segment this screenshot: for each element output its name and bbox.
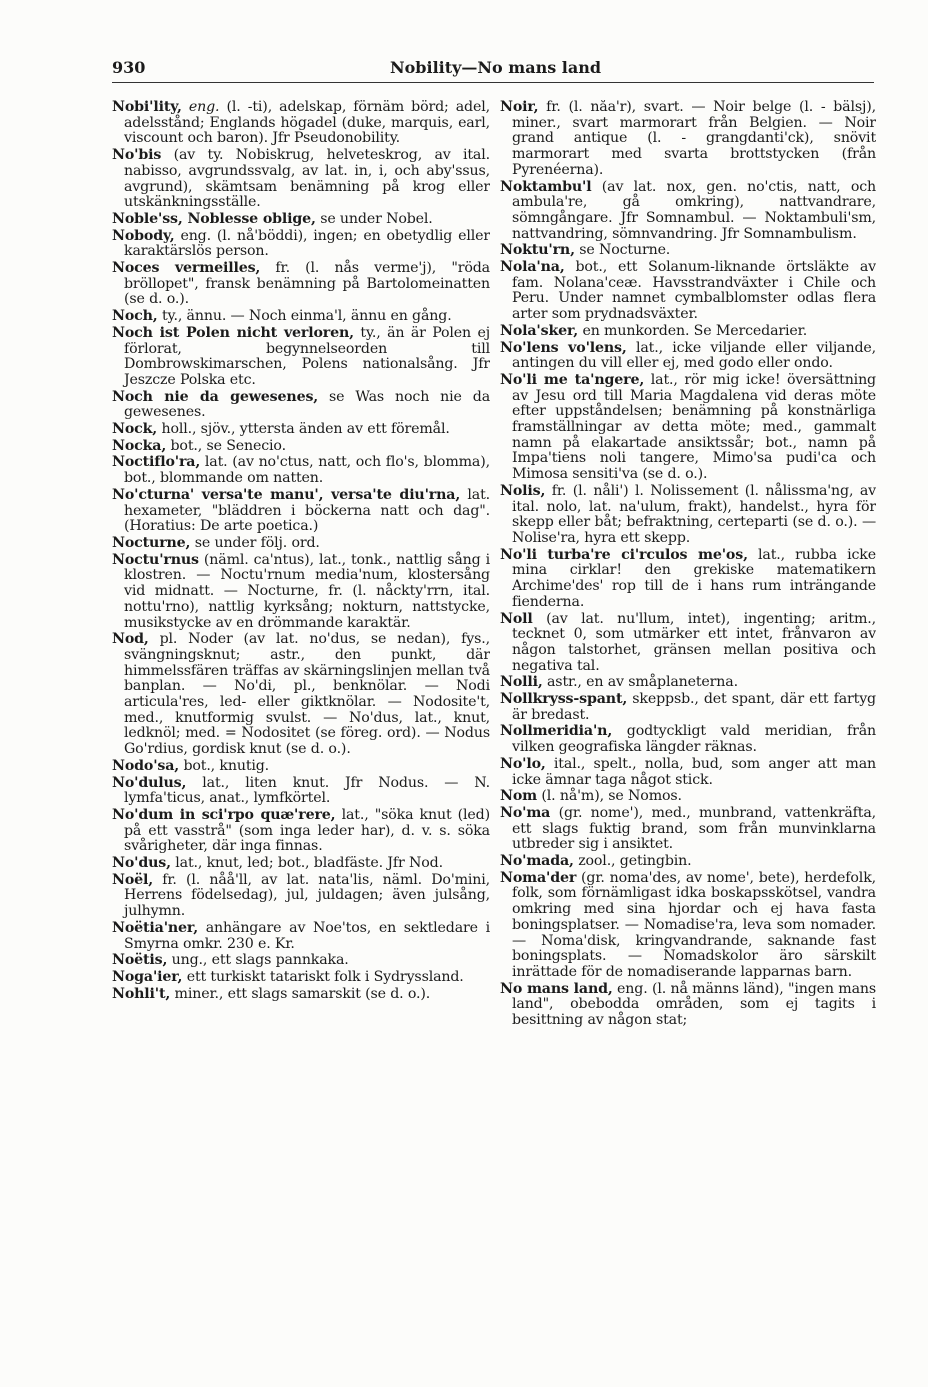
entry-headword: Noëtis,: [112, 952, 168, 969]
entry-definition: eng. (l. nå männs länd), "ingen mans land", obebodda områden, som ej tagits i besittning av någon stat;: [512, 980, 876, 1029]
entry-definition: (näml. ca'ntus), lat., tonk., nattlig sång i klostren. — Noctu'rnum media'num, klostersång vid midnatt. — Nocturne, fr. (l. nåckty'rrn, ital. nottu'rno), nattlig kyrksång; nokturn, nattstycke, musikstycke av en drömmande karaktär.: [124, 551, 490, 631]
entry-headword: Nollkryss-spant,: [500, 691, 628, 708]
entry-headword: No'dulus,: [112, 774, 187, 791]
dictionary-entry: [112, 212, 490, 228]
dictionary-entry: [112, 856, 490, 872]
entry-definition: ital., spelt., nolla, bud, som anger att man icke ämnar taga något stick.: [512, 755, 876, 788]
entry-language-label: eng.: [188, 100, 220, 115]
dictionary-entry: [112, 953, 490, 969]
entry-definition: lat. (av no'ctus, natt, och flo's, blomma), bot., blommande om natten.: [124, 454, 490, 487]
dictionary-entry: [500, 341, 876, 372]
dictionary-entry: [112, 759, 490, 775]
dictionary-entry: [500, 806, 876, 853]
entry-definition: anhängare av Noe'tos, en sektledare i Smyrna omkr. 230 e. Kr.: [124, 919, 490, 952]
entry-headword: Nohli't,: [112, 985, 171, 1002]
entry-definition: (av lat. nu'llum, intet), ingenting; aritm., tecknet 0, som utmärker ett intet, frånvaron av någon talstorhet, gränsen mellan positiva och negativa tal.: [512, 610, 876, 674]
dictionary-entry: [112, 326, 490, 389]
entry-definition: holl., sjöv., yttersta änden av ett föremål.: [157, 421, 450, 438]
header-rule: [112, 82, 874, 83]
dictionary-entry: [500, 757, 876, 788]
entry-definition: lat., rubba icke mina cirklar! den grekiske matematikern Archime'des' rop till de i hans rum inträngande fienderna.: [512, 546, 876, 610]
entry-headword: Nobody,: [112, 227, 175, 244]
entry-headword: No'cturna' versa'te manu', versa'te diu'rna,: [112, 486, 461, 503]
dictionary-entry: [112, 488, 490, 535]
entry-definition: ett turkiskt tatariskt folk i Sydryssland.: [182, 968, 464, 985]
entry-definition: pl. Noder (av lat. no'dus, se nedan), fys., svängningsknut; astr., den punkt, där himmelssfären träffas av skärningslinjen mellan två banplan. — No'di, pl., benknölar. — Nodi articula'res, led- eller giktknölar. — Nodosite't, med., knutformig svulst. — No'dus, lat., knut, ledknöl; med. = Nodositet (se föreg. ord). — Nodus Go'rdius, gordisk knut (se d. o.).: [124, 631, 490, 758]
dictionary-entry: [112, 987, 490, 1003]
entry-headword: Nocka,: [112, 437, 167, 454]
entry-definition: lat. hexameter, "bläddren i böckerna natt och dag". (Horatius: De arte poetica.): [124, 486, 490, 535]
dictionary-entry: [500, 692, 876, 723]
entry-headword: Nola'sker,: [500, 322, 579, 339]
dictionary-entry: [500, 180, 876, 243]
dictionary-entry: [500, 484, 876, 547]
entry-definition: bot., ett Solanum-liknande örtsläkte av fam. Nolana'ceæ. Havsstrandväxter i Chile och Peru. Under namnet cymbalblomster odlas flera arter som prydnadsväxter.: [512, 259, 876, 323]
entry-headword: Noch ist Polen nicht verloren,: [112, 324, 354, 341]
dictionary-entry: [500, 612, 876, 675]
dictionary-entry: [112, 439, 490, 455]
entry-headword: No'dus,: [112, 855, 171, 872]
entry-definition: lat., rör mig icke! översättning av Jesu ord till Maria Magdalena vid deras möte efter uppståndelsen; benämning på konstnärliga framställningar av detta möte; med., gammalt namn på elakartade ansiktssår; bot., namn på Impa'tiens noli tangere, Mimo'sa pudi'ca och Mimosa sensiti'va (se d. o.).: [512, 371, 876, 483]
entry-headword: Nock,: [112, 421, 158, 438]
entry-headword: Noch nie da gewesenes,: [112, 388, 319, 405]
dictionary-entry: [500, 100, 876, 179]
entry-definition: bot., se Senecio.: [166, 437, 286, 454]
entry-definition: (av ty. Nobiskrug, helveteskrog, av ital. nabisso, avgrundssvalg, av lat. in, i, och aby'ssus, avgrund), skämtsam benämning på krog eller utskänkningsställe.: [124, 147, 490, 211]
dictionary-entry: [112, 873, 490, 920]
entry-definition: bot., knutig.: [179, 757, 270, 774]
entry-headword: Noch,: [112, 308, 158, 325]
entry-definition: ty., än är Polen ej förlorat, begynnelseorden till Dombrowskimarschen, Polens nationalsång. Jfr Jeszcze Polska etc.: [124, 324, 490, 388]
entry-definition: astr., en av småplaneterna.: [542, 674, 738, 691]
entry-definition: fr. (l. nåli') l. Nolissement (l. nålissma'ng, av ital. nolo, lat. na'ulum, frakt), handelst., hyra för skepp eller båt; befraktning, certeparti (se d. o.). — Nolise'ra, hyra ett skepp.: [512, 482, 876, 546]
entry-definition: godtyckligt vald meridian, från vilken geografiska längder räknas.: [512, 723, 876, 756]
dictionary-entry: [112, 553, 490, 632]
entry-definition: se under Nobel.: [315, 210, 433, 227]
entry-definition: se under följ. ord.: [190, 534, 320, 551]
entry-definition: en munkorden. Se Mercedarier.: [578, 322, 808, 339]
entry-headword: No'mada,: [500, 853, 574, 870]
entry-headword: Nola'na,: [500, 259, 565, 276]
entry-definition: (gr. noma'des, av nome', bete), herdefolk, folk, som förnämligast idka boskapsskötsel, vandra omkring med sina hjordar och ej hava fasta boningsplatser. — Nomadise'ra, leva som nomader. — Noma'disk, kringvandrande, saknande fast boningsplats. — Nomadskolor äro särskilt inrättade för de nomadiserande lapparnas barn.: [512, 869, 876, 980]
entry-headword: Nocturne,: [112, 534, 191, 551]
dictionary-entry: [500, 675, 876, 691]
dictionary-entry: [112, 229, 490, 260]
dictionary-entry: [500, 243, 876, 259]
entry-definition: eng. (l. nå'böddi), ingen; en obetydlig eller karaktärslös person.: [124, 227, 490, 260]
dictionary-entry: [112, 100, 490, 147]
dictionary-entry: [500, 324, 876, 340]
left-column: [112, 100, 490, 1260]
dictionary-entry: [112, 808, 490, 855]
dictionary-entry: [500, 789, 876, 805]
dictionary-entry: [500, 724, 876, 755]
dictionary-entry: [112, 309, 490, 325]
entry-headword: Nod,: [112, 631, 149, 648]
dictionary-entry: [112, 632, 490, 758]
dictionary-entry: [500, 982, 876, 1029]
entry-definition: lat., liten knut. Jfr Nodus. — N. lymfa'ticus, anat., lymfkörtel.: [124, 774, 490, 807]
entry-headword: Noble'ss, Noblesse oblige,: [112, 210, 316, 227]
entry-definition: ty., ännu. — Noch einma'l, ännu en gång.: [157, 308, 452, 325]
entry-headword: Noces vermeilles,: [112, 260, 261, 277]
entry-definition: (gr. nome'), med., munbrand, vattenkräfta, ett slags fuktig brand, som från munvinklarna utbreder sig i ansiktet.: [512, 804, 876, 853]
dictionary-entry: [112, 422, 490, 438]
entry-definition: se Was noch nie da gewesenes.: [124, 388, 490, 421]
dictionary-entry: [112, 921, 490, 952]
entry-headword: Nodo'sa,: [112, 757, 180, 774]
dictionary-entry: [500, 871, 876, 981]
dictionary-entry: [112, 148, 490, 211]
entry-definition: (l. nå'm), se Nomos.: [537, 788, 682, 805]
dictionary-entry: [112, 455, 490, 486]
page-number: 930: [112, 58, 146, 77]
entry-definition: zool., getingbin.: [573, 853, 692, 870]
entry-headword: No'li turba're ci'rculos me'os,: [500, 546, 748, 563]
entry-definition: lat., knut, led; bot., bladfäste. Jfr Nod.: [170, 855, 443, 872]
entry-headword: Nollmeridia'n,: [500, 723, 613, 740]
entry-headword: Noctiflo'ra,: [112, 454, 201, 471]
entry-headword: Noga'ier,: [112, 968, 183, 985]
entry-headword: Noctu'rnus: [112, 551, 199, 568]
entry-headword: No'lo,: [500, 755, 546, 772]
entry-headword: No'ma: [500, 804, 551, 821]
entry-definition: fr. (l. nåå'll, av lat. nata'lis, näml. Do'mini, Herrens födelsedag), jul, juldagen; även julsång, julhymn.: [124, 871, 490, 920]
entry-headword: Noma'der: [500, 869, 577, 886]
entry-headword: No mans land,: [500, 980, 613, 997]
dictionary-entry: [112, 970, 490, 986]
entry-definition: lat., icke viljande eller viljande, antingen du vill eller ej, med godo eller ondo.: [512, 339, 876, 372]
entry-headword: Noël,: [112, 871, 154, 888]
entry-headword: Noir,: [500, 100, 539, 115]
entry-headword: No'li me ta'ngere,: [500, 371, 645, 388]
entry-definition: ung., ett slags pannkaka.: [167, 952, 349, 969]
entry-headword: Nom: [500, 788, 537, 805]
dictionary-entry: [500, 548, 876, 611]
entry-definition: miner., ett slags samarskit (se d. o.).: [170, 985, 431, 1002]
entry-headword: Noll: [500, 610, 533, 627]
entry-definition: (av lat. nox, gen. no'ctis, natt, och ambula're, gå omkring), nattvandrare, sömngångare. Jfr Somnambul. — Noktambuli'sm, nattvandring, sömnvandring. Jfr Somnambulism.: [512, 178, 876, 242]
dictionary-entry: [500, 854, 876, 870]
entry-headword: Noktambu'l: [500, 178, 592, 195]
dictionary-entry: [500, 260, 876, 323]
entry-headword: No'lens vo'lens,: [500, 339, 627, 356]
entry-definition: skeppsb., det spant, där ett fartyg är bredast.: [512, 691, 876, 723]
entry-definition: (l. -ti), adelskap, förnäm börd; adel, adelsstånd; Englands högadel (duke, marquis, earl, viscount och baron). Jfr Pseudonobility.: [124, 100, 490, 147]
entry-headword: No'bis: [112, 147, 162, 164]
entry-definition: lat., "söka knut (led) på ett vasstrå" (som inga leder har), d. v. s. söka svårigheter, där inga finnas.: [124, 806, 490, 855]
dictionary-entry: [112, 390, 490, 421]
entry-headword: Noktu'rn,: [500, 242, 575, 259]
page-header: [112, 56, 874, 82]
dictionary-entry: [500, 373, 876, 483]
entry-headword: Nolis,: [500, 482, 546, 499]
entry-headword: Nobi'lity,: [112, 100, 182, 115]
running-title: Nobility—No mans land: [390, 58, 602, 77]
entry-definition: fr. (l. nåa'r), svart. — Noir belge (l. - bälsj), miner., svart marmorart från Belgien. — Noir grand antique (l. - grangdanti'ck), snövit marmorart med svarta brottstycken (från Pyrenéerna).: [512, 100, 876, 178]
entry-definition: se Nocturne.: [574, 242, 671, 259]
entry-headword: Noëtia'ner,: [112, 919, 199, 936]
right-column: [500, 100, 876, 1260]
dictionary-entry: [112, 536, 490, 552]
dictionary-entry: [112, 776, 490, 807]
entry-headword: No'dum in sci'rpo quæ'rere,: [112, 806, 336, 823]
entry-headword: Nolli,: [500, 674, 543, 691]
dictionary-entry: [112, 261, 490, 308]
entry-definition: fr. (l. nås verme'j), "röda bröllopet", fransk benämning på Bartolomeinatten (se d. o.).: [124, 260, 490, 308]
